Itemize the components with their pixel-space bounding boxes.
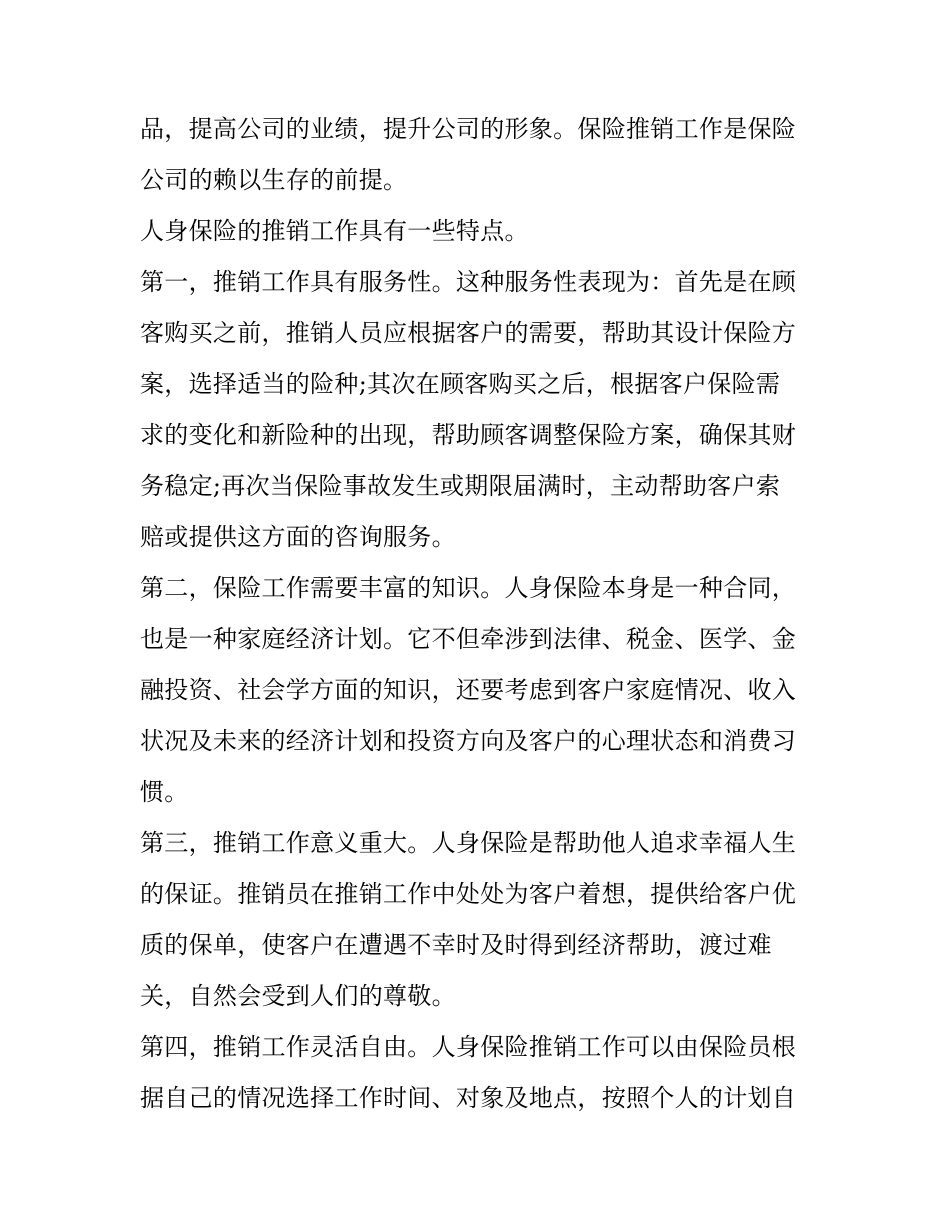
- text-line: 惯。: [140, 778, 189, 806]
- text-line: 案，选择适当的险种;其次在顾客购买之后，根据客户保险需: [140, 370, 781, 398]
- text-line: 质的保单，使客户在遭遇不幸时及时得到经济帮助，渡过难: [140, 931, 772, 959]
- document-body: [140, 104, 820, 1124]
- text-line: 第一，推销工作具有服务性。这种服务性表现为：首先是在顾: [140, 268, 797, 296]
- text-line: 务稳定;再次当保险事故发生或期限届满时，主动帮助客户索: [140, 472, 781, 500]
- text-line: 客购买之前，推销人员应根据客户的需要，帮助其设计保险方: [140, 319, 797, 347]
- text-line: 第四，推销工作灵活自由。人身保险推销工作可以由保险员根: [140, 1033, 797, 1061]
- text-line: 求的变化和新险种的出现，帮助顾客调整保险方案，确保其财: [140, 421, 797, 449]
- text-line: 的保证。推销员在推销工作中处处为客户着想，提供给客户优: [140, 880, 797, 908]
- text-line: 关，自然会受到人们的尊敬。: [140, 982, 456, 1010]
- text-line: 第三，推销工作意义重大。人身保险是帮助他人追求幸福人生: [140, 829, 797, 857]
- text-line: 公司的赖以生存的前提。: [140, 166, 408, 194]
- text-line: 赔或提供这方面的咨询服务。: [140, 523, 456, 551]
- text-line: 据自己的情况选择工作时间、对象及地点，按照个人的计划自: [140, 1084, 797, 1112]
- text-line: 人身保险的推销工作具有一些特点。: [140, 217, 529, 245]
- text-line: 第二，保险工作需要丰富的知识。人身保险本身是一种合同，: [140, 574, 797, 602]
- text-line: 状况及未来的经济计划和投资方向及客户的心理状态和消费习: [140, 727, 797, 755]
- text-line: 也是一种家庭经济计划。它不但牵涉到法律、税金、医学、金: [140, 625, 797, 653]
- text-line: 融投资、社会学方面的知识，还要考虑到客户家庭情况、收入: [140, 676, 797, 704]
- text-line: 品，提高公司的业绩，提升公司的形象。保险推销工作是保险: [140, 115, 797, 143]
